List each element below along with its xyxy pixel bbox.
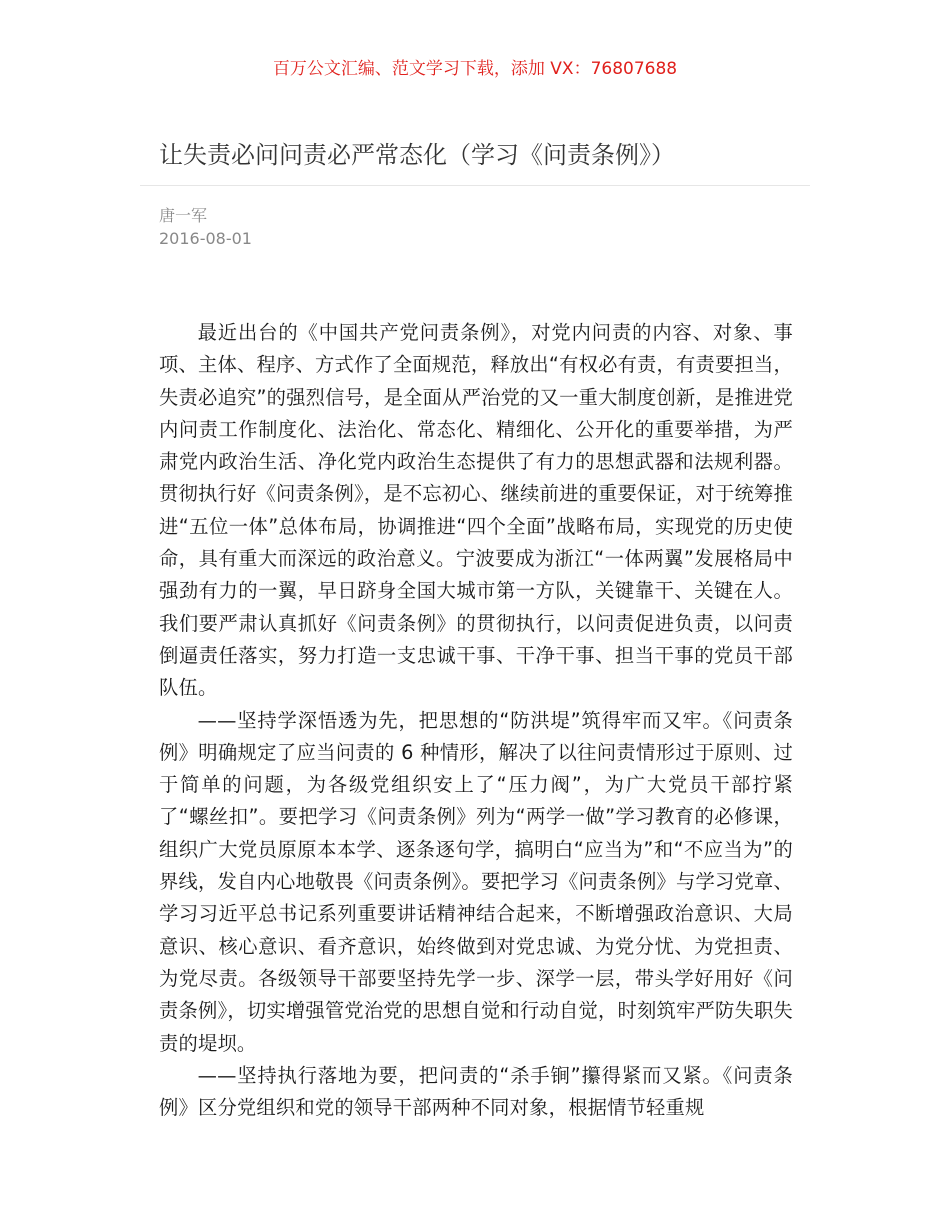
article-meta	[159, 204, 252, 250]
article-title: 让失责必问问责必严常态化（学习《问责条例》）	[159, 141, 675, 169]
article-date: 2016-08-01	[159, 229, 252, 248]
article-author: 唐一军	[159, 206, 208, 225]
paragraph-enforce: ——坚持执行落地为要，把问责的“杀手锏”攥得紧而又紧。《问责条例》区分党组织和党的领导干部两种不同对象，根据情节轻重规	[159, 1063, 793, 1120]
watermark-banner: 百万公文汇编、范文学习下载，添加 VX：76807688	[272, 59, 678, 79]
article-body	[159, 317, 793, 1124]
title-divider	[140, 185, 810, 186]
paragraph-intro: 最近出台的《中国共产党问责条例》，对党内问责的内容、对象、事项、主体、程序、方式作了全面规范，释放出“有权必有责，有责要担当，失责必追究”的强烈信号，是全面从严治党的又一重大制度创新，是推进党内问责工作制度化、法治化、常态化、精细化、公开化的重要举措，为严肃党内政治生活、净化党内政治生态提供了有力的思想武器和法规利器。贯彻执行好《问责条例》，是不忘初心、继续前进的重要保证，对于统筹推进“五位一体”总体布局，协调推进“四个全面”战略布局，实现党的历史使命，具有重大而深远的政治意义。宁波要成为浙江“一体两翼”发展格局中强劲有力的一翼，早日跻身全国大城市第一方队，关键靠干、关键在人。我们要严肃认真抓好《问责条例》的贯彻执行，以问责促进负责，以问责倒逼责任落实，努力打造一支忠诚干事、干净干事、担当干事的党员干部队伍。	[159, 321, 793, 700]
paragraph-study: ——坚持学深悟透为先，把思想的“防洪堤”筑得牢而又牢。《问责条例》明确规定了应当问责的 6 种情形，解决了以往问责情形过于原则、过于简单的问题，为各级党组织安上了“压力阀”，为广大党员干部拧紧了“螺丝扣”。要把学习《问责条例》列为“两学一做”学习教育的必修课，组织广大党员原原本本学、逐条逐句学，搞明白“应当为”和“不应当为”的界线，发自内心地敬畏《问责条例》。要把学习《问责条例》与学习党章、学习习近平总书记系列重要讲话精神结合起来，不断增强政治意识、大局意识、核心意识、看齐意识，始终做到对党忠诚、为党分忧、为党担责、为党尽责。各级领导干部要坚持先学一步、深学一层，带头学好用好《问责条例》，切实增强管党治党的思想自觉和行动自觉，时刻筑牢严防失职失责的堤坝。	[159, 708, 793, 1055]
